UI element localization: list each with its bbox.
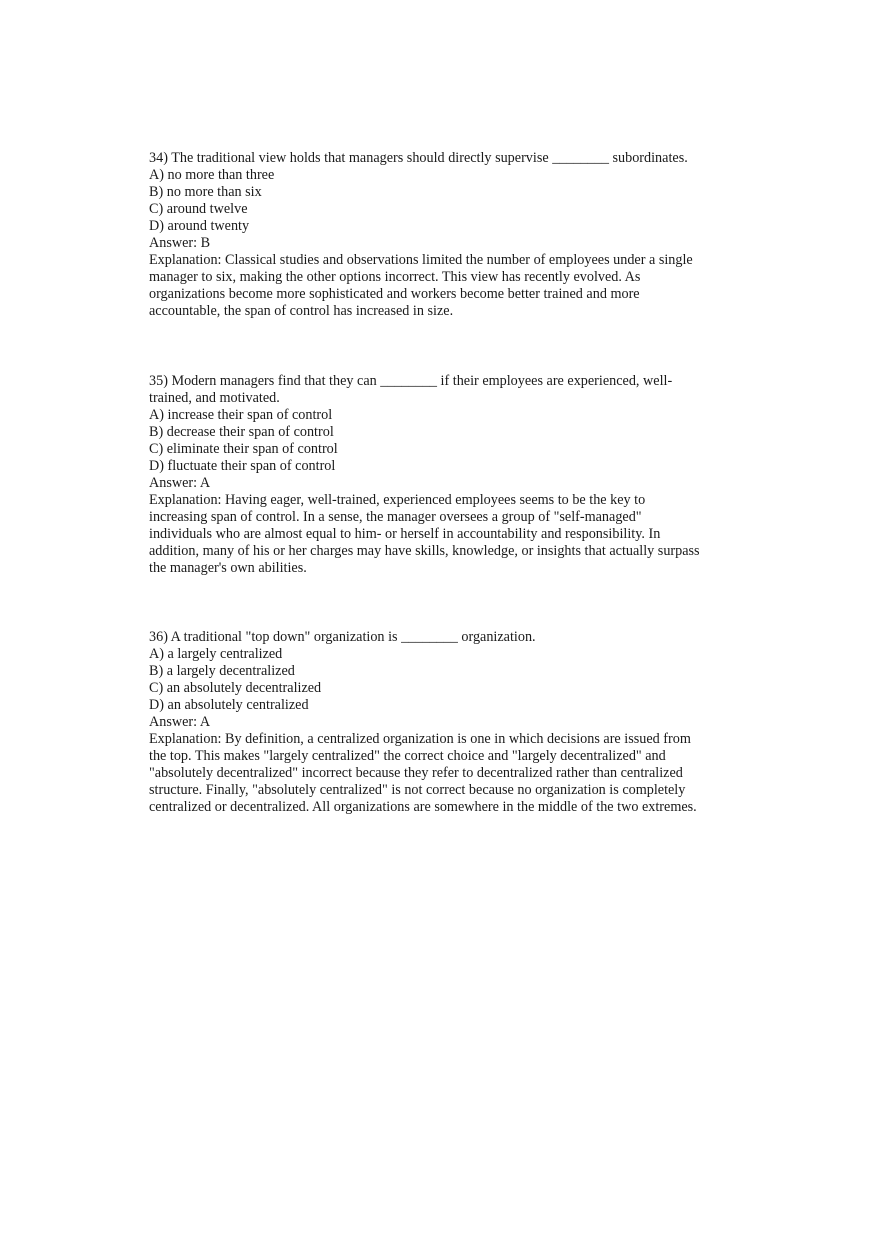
answer: Answer: A [149, 714, 211, 730]
option-d: D) fluctuate their span of control [149, 458, 336, 474]
explanation-line: increasing span of control. In a sense, the manager oversees a group of "self-managed" [149, 509, 642, 525]
question-34 [149, 150, 739, 320]
option-d: D) around twenty [149, 218, 250, 234]
explanation-line: organizations become more sophisticated and workers become better trained and more [149, 286, 640, 302]
option-b: B) a largely decentralized [149, 663, 295, 679]
option-c: C) an absolutely decentralized [149, 680, 322, 696]
explanation-line: individuals who are almost equal to him- or herself in accountability and responsibility. In [149, 526, 661, 542]
explanation-line: the manager's own abilities. [149, 560, 307, 576]
question-36 [149, 629, 739, 816]
question-stem: 36) A traditional "top down" organization is ________ organization. [149, 629, 536, 645]
explanation-line: structure. Finally, "absolutely centralized" is not correct because no organization is completely [149, 782, 686, 798]
answer: Answer: A [149, 475, 211, 491]
option-a: A) a largely centralized [149, 646, 283, 662]
question-stem: 34) The traditional view holds that managers should directly supervise ________ subordinates. [149, 150, 688, 166]
explanation-line: centralized or decentralized. All organizations are somewhere in the middle of the two extremes. [149, 799, 697, 815]
option-b: B) no more than six [149, 184, 262, 200]
explanation-line: the top. This makes "largely centralized" the correct choice and "largely decentralized" and [149, 748, 666, 764]
question-stem: trained, and motivated. [149, 390, 280, 406]
option-d: D) an absolutely centralized [149, 697, 309, 713]
question-35 [149, 373, 739, 577]
option-a: A) increase their span of control [149, 407, 333, 423]
explanation-line: Explanation: Classical studies and observations limited the number of employees under a single [149, 252, 693, 268]
explanation-line: accountable, the span of control has increased in size. [149, 303, 454, 319]
explanation-line: manager to six, making the other options incorrect. This view has recently evolved. As [149, 269, 641, 285]
option-c: C) eliminate their span of control [149, 441, 338, 457]
explanation-line: "absolutely decentralized" incorrect because they refer to decentralized rather than centralized [149, 765, 683, 781]
option-c: C) around twelve [149, 201, 248, 217]
question-stem: 35) Modern managers find that they can ________ if their employees are experienced, well- [149, 373, 673, 389]
explanation-line: Explanation: Having eager, well-trained, experienced employees seems to be the key to [149, 492, 646, 508]
explanation-line: Explanation: By definition, a centralized organization is one in which decisions are issued from [149, 731, 691, 747]
answer: Answer: B [149, 235, 211, 251]
option-b: B) decrease their span of control [149, 424, 334, 440]
option-a: A) no more than three [149, 167, 275, 183]
explanation-line: addition, many of his or her charges may have skills, knowledge, or insights that actually surpass [149, 543, 700, 559]
